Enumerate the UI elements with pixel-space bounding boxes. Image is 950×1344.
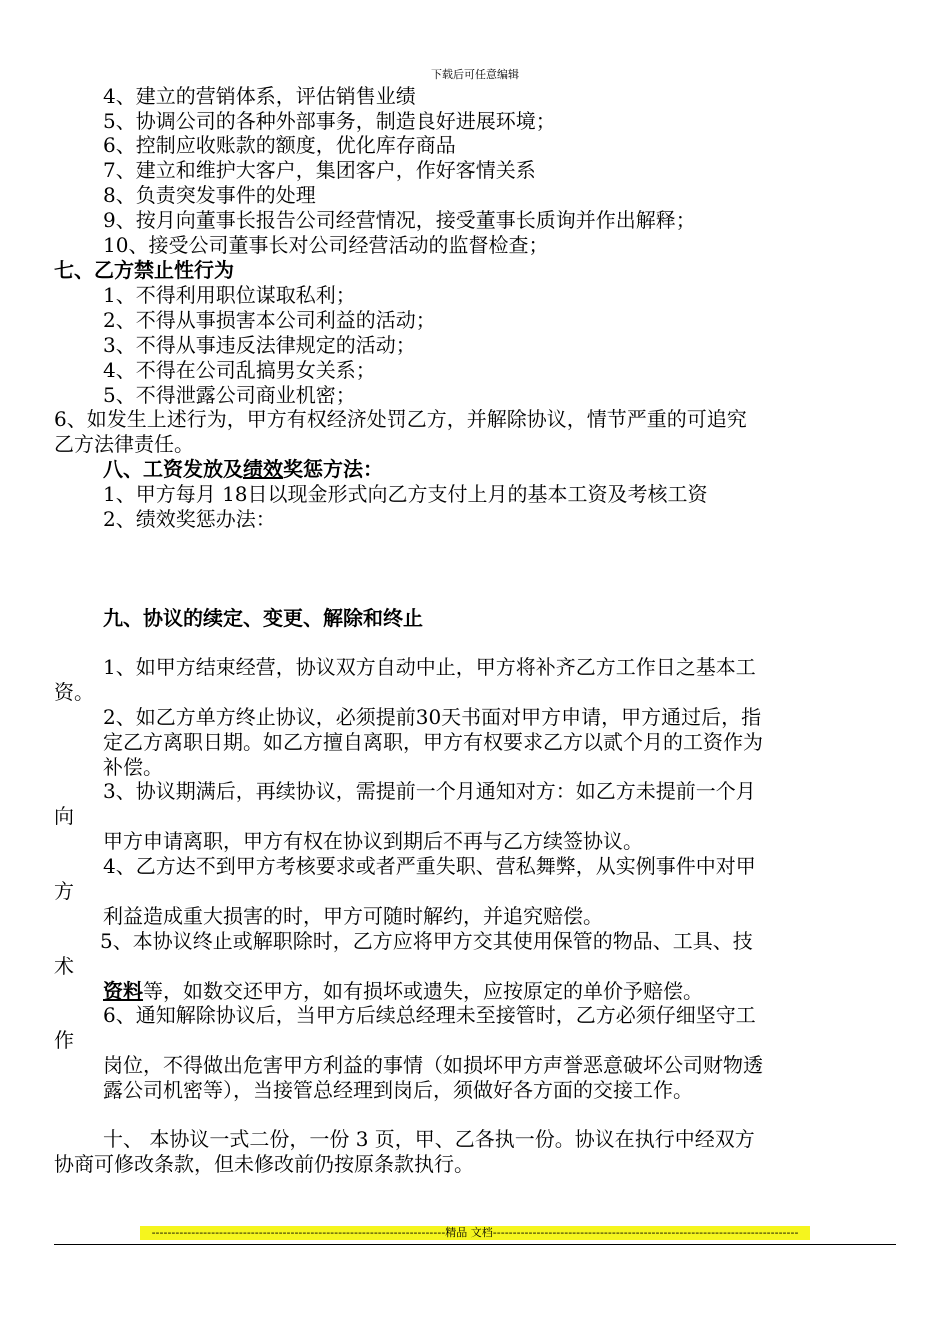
list-item: 2、不得从事损害本公司利益的活动； <box>103 308 436 332</box>
list-item: 1、甲方每月 18日以现金形式向乙方支付上月的基本工资及考核工资 <box>103 482 708 506</box>
list-item: 5、不得泄露公司商业机密； <box>103 383 356 407</box>
paragraph-line: 3、协议期满后，再续协议，需提前一个月通知对方：如乙方未提前一个月 <box>103 779 756 803</box>
heading-8-part1: 八、工资发放及 <box>103 457 243 481</box>
clause-10-line: 十、 本协议一式二份，一份 3 页，甲、乙各执一份。协议在执行中经双方 <box>103 1127 755 1151</box>
paragraph-line: 向 <box>54 804 74 828</box>
footer-banner: --------------------------------------------------------------------------精品 文档----------------------------------------------------------------------------- <box>140 1226 810 1240</box>
footer-divider <box>54 1244 896 1245</box>
paragraph-line: 方 <box>54 879 74 903</box>
list-item: 7、建立和维护大客户，集团客户，作好客情关系 <box>103 158 536 182</box>
paragraph-line: 资。 <box>54 680 94 704</box>
paragraph-line: 利益造成重大损害的时，甲方可随时解约，并追究赔偿。 <box>103 904 603 928</box>
list-item: 10、接受公司董事长对公司经营活动的监督检查； <box>103 233 549 257</box>
paragraph-line: 2、如乙方单方终止协议，必须提前30天书面对甲方申请，甲方通过后，指 <box>103 705 762 729</box>
list-item: 4、不得在公司乱搞男女关系； <box>103 358 376 382</box>
paragraph-line: 定乙方离职日期。如乙方擅自离职，甲方有权要求乙方以贰个月的工资作为 <box>103 730 763 754</box>
list-item: 2、绩效奖惩办法： <box>103 507 276 531</box>
paragraph-line: 岗位，不得做出危害甲方利益的事情（如损坏甲方声誉恶意破坏公司财物透 <box>103 1053 763 1077</box>
paragraph-line: 乙方法律责任。 <box>54 432 194 456</box>
paragraph-line <box>103 979 703 1004</box>
list-item: 1、不得利用职位谋取私利； <box>103 283 356 307</box>
paragraph-line: 露公司机密等），当接管总经理到岗后，须做好各方面的交接工作。 <box>103 1078 693 1102</box>
paragraph-line: 5、本协议终止或解职除时，乙方应将甲方交其使用保管的物品、工具、技 <box>100 929 753 953</box>
paragraph-line: 术 <box>54 954 74 978</box>
list-item: 5、协调公司的各种外部事务，制造良好进展环境； <box>103 109 556 133</box>
paragraph-text: 等，如数交还甲方，如有损坏或遗失，应按原定的单价予赔偿。 <box>143 979 703 1003</box>
list-item: 4、建立的营销体系，评估销售业绩 <box>103 84 416 108</box>
list-item: 9、按月向董事长报告公司经营情况，接受董事长质询并作出解释； <box>103 208 696 232</box>
section-heading-7: 七、乙方禁止性行为 <box>54 258 234 282</box>
list-item: 8、负责突发事件的处理 <box>103 183 316 207</box>
page-header-note: 下载后可任意编辑 <box>431 68 519 81</box>
heading-8-part2: 奖惩方法： <box>283 457 383 481</box>
list-item: 6、控制应收账款的额度，优化库存商品 <box>103 133 456 157</box>
paragraph-line: 1、如甲方结束经营，协议双方自动中止，甲方将补齐乙方工作日之基本工 <box>103 655 756 679</box>
paragraph-line: 甲方申请离职，甲方有权在协议到期后不再与乙方续签协议。 <box>103 829 643 853</box>
clause-10-line: 协商可修改条款，但未修改前仍按原条款执行。 <box>54 1152 474 1176</box>
paragraph-line: 补偿。 <box>103 755 163 779</box>
paragraph-line: 作 <box>54 1028 74 1052</box>
list-item: 3、不得从事违反法律规定的活动； <box>103 333 416 357</box>
underlined-term: 资料 <box>103 979 143 1003</box>
section-heading-9: 九、协议的续定、变更、解除和终止 <box>103 606 423 630</box>
heading-8-underlined: 绩效 <box>243 457 283 481</box>
paragraph-line: 6、通知解除协议后，当甲方后续总经理未至接管时，乙方必须仔细坚守工 <box>103 1003 756 1027</box>
section-heading-8 <box>103 457 383 482</box>
paragraph-line: 4、乙方达不到甲方考核要求或者严重失职、营私舞弊，从实例事件中对甲 <box>103 854 756 878</box>
paragraph-line: 6、如发生上述行为，甲方有权经济处罚乙方，并解除协议，情节严重的可追究 <box>54 407 747 431</box>
